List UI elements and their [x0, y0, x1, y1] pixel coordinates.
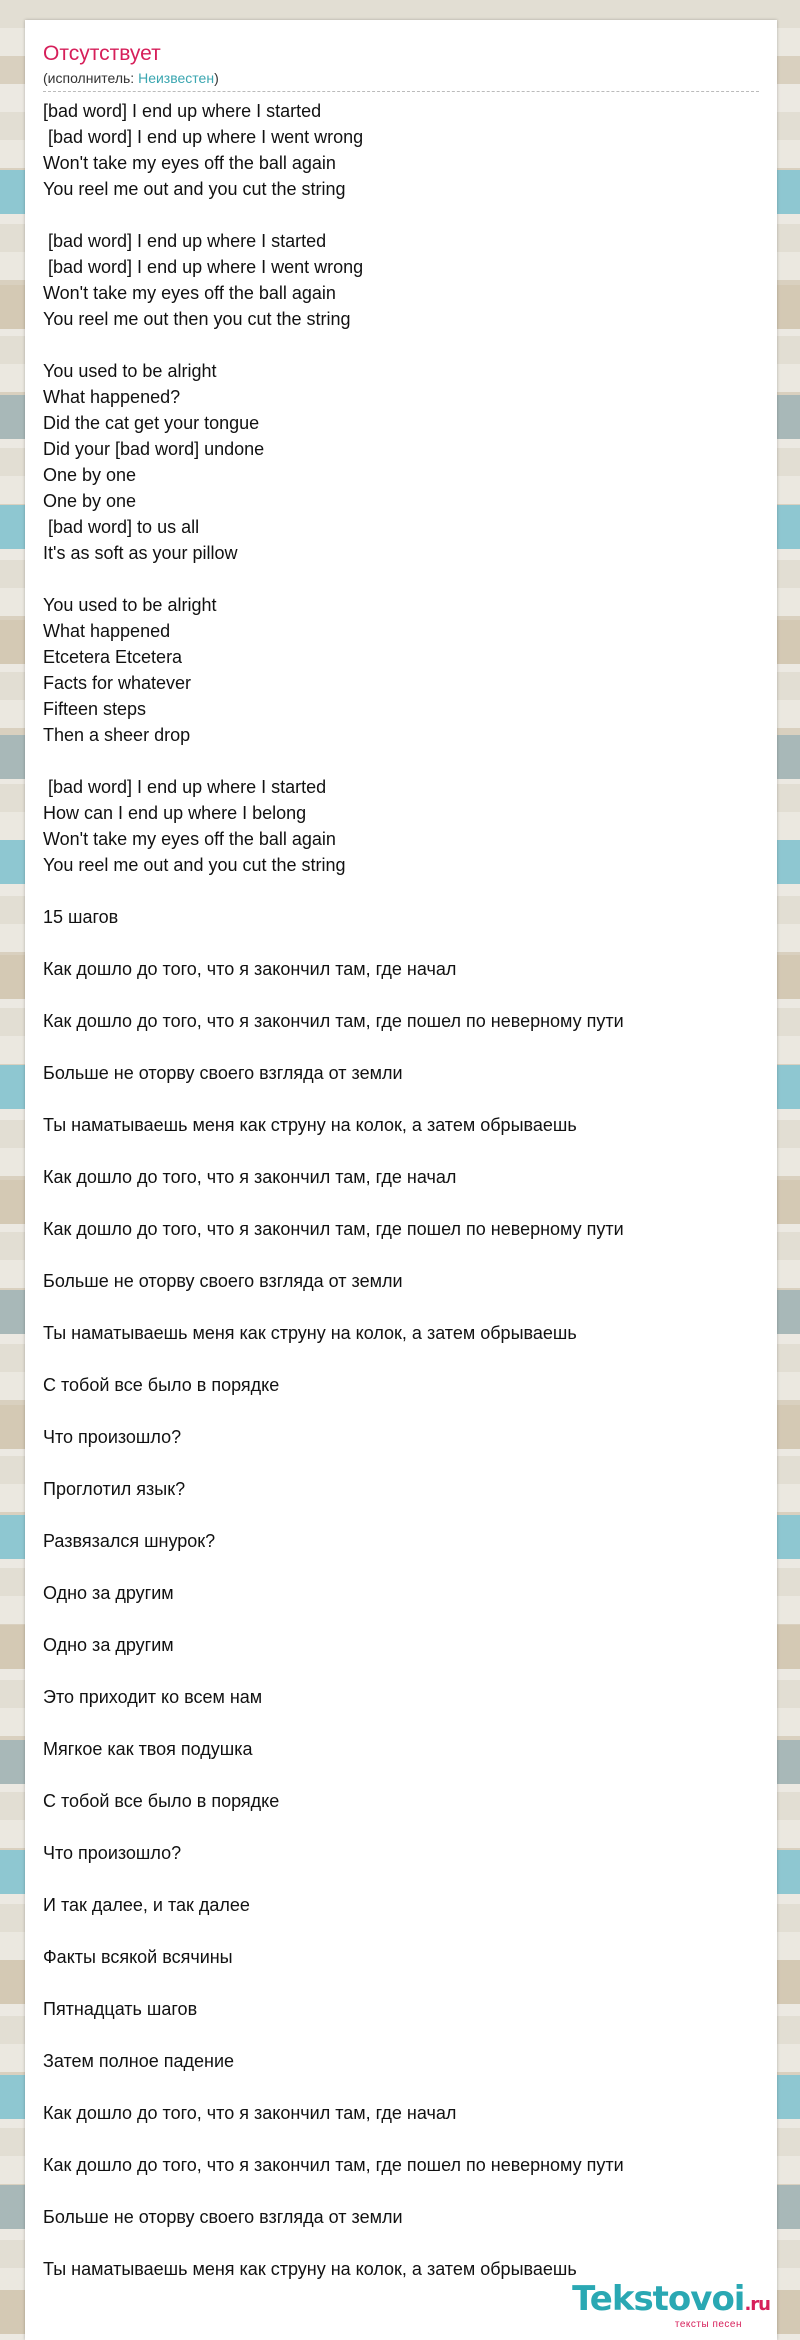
- translation-line: Одно за другим: [43, 1635, 174, 1655]
- logo-tld: .ru: [744, 2294, 770, 2315]
- translation-line: Одно за другим: [43, 1583, 174, 1603]
- lyric-line: [bad word] I end up where I started: [43, 101, 322, 121]
- lyric-line: Facts for whatever: [43, 673, 192, 693]
- lyric-line: It's as soft as your pillow: [43, 543, 238, 563]
- artist-line: [43, 69, 759, 87]
- translation-gap: [43, 1294, 759, 1320]
- lyric-line: You reel me out and you cut the string: [43, 179, 346, 199]
- lyrics-card: [25, 20, 777, 2340]
- lyric-line: You reel me out and you cut the string: [43, 855, 346, 875]
- translation-line: Ты наматываешь меня как струну на колок, а затем обрываешь: [43, 2259, 577, 2279]
- translation-gap: [43, 1970, 759, 1996]
- lyric-line: Fifteen steps: [43, 699, 147, 719]
- logo-text: [572, 2281, 770, 2323]
- song-title: Отсутствует: [43, 42, 161, 65]
- translation-gap: [43, 1502, 759, 1528]
- translation-line: Развязался шнурок?: [43, 1531, 216, 1551]
- lyric-line: Did your [bad word] undone: [43, 439, 265, 459]
- translation-gap: [43, 2230, 759, 2256]
- translation-gap: [43, 1242, 759, 1268]
- translation-line: Как дошло до того, что я закончил там, где начал: [43, 1167, 457, 1187]
- artist-suffix: ): [214, 70, 219, 86]
- lyric-line: [bad word] I end up where I started: [43, 777, 327, 797]
- translation-line: Как дошло до того, что я закончил там, где пошел по неверному пути: [43, 1219, 624, 1239]
- stanza-gap: [43, 332, 759, 358]
- logo-tagline: тексты песен: [674, 2319, 742, 2330]
- translation-line: И так далее, и так далее: [43, 1895, 250, 1915]
- lyric-line: You reel me out then you cut the string: [43, 309, 351, 329]
- translation-line: Как дошло до того, что я закончил там, где начал: [43, 959, 457, 979]
- lyric-line: [bad word] I end up where I went wrong: [43, 127, 364, 147]
- lyric-line: Won't take my eyes off the ball again: [43, 829, 336, 849]
- logo-main-text: Tekstovoi: [572, 2279, 745, 2319]
- lyric-line: Won't take my eyes off the ball again: [43, 153, 336, 173]
- translation-line: Что произошло?: [43, 1843, 182, 1863]
- translation-line: С тобой все было в порядке: [43, 1791, 280, 1811]
- translation-gap: [43, 1138, 759, 1164]
- translation-line: Это приходит ко всем нам: [43, 1687, 263, 1707]
- translation-line: Ты наматываешь меня как струну на колок, а затем обрываешь: [43, 1323, 577, 1343]
- lyric-line: What happened: [43, 621, 171, 641]
- lyric-line: Did the cat get your tongue: [43, 413, 260, 433]
- translation-gap: [43, 1450, 759, 1476]
- lyric-line: [bad word] I end up where I went wrong: [43, 257, 364, 277]
- translation-line: Мягкое как твоя подушка: [43, 1739, 253, 1759]
- lyric-line: What happened?: [43, 387, 181, 407]
- lyric-line: You used to be alright: [43, 595, 217, 615]
- lyric-line: [bad word] to us all: [43, 517, 200, 537]
- song-header: [25, 20, 777, 87]
- translation-gap: [43, 982, 759, 1008]
- translation-gap: [43, 1606, 759, 1632]
- translation-gap: [43, 1866, 759, 1892]
- artist-link[interactable]: Неизвестен: [138, 70, 215, 86]
- translation-gap: [43, 1658, 759, 1684]
- lyric-line: Etcetera Etcetera: [43, 647, 183, 667]
- translation-line: Проглотил язык?: [43, 1479, 186, 1499]
- lyrics-body: [25, 92, 777, 2282]
- stanza-gap: [43, 566, 759, 592]
- translation-gap: [43, 1918, 759, 1944]
- translation-line: Как дошло до того, что я закончил там, где пошел по неверному пути: [43, 1011, 624, 1031]
- translation-gap: [43, 1086, 759, 1112]
- translation-line: Пятнадцать шагов: [43, 1999, 198, 2019]
- translation-gap: [43, 2074, 759, 2100]
- stanza-gap: [43, 878, 759, 904]
- artist-prefix: (исполнитель:: [43, 70, 139, 86]
- lyrics-translation: [43, 904, 759, 2282]
- stanza-gap: [43, 202, 759, 228]
- translation-line: Как дошло до того, что я закончил там, где начал: [43, 2103, 457, 2123]
- translation-line: Больше не оторву своего взгляда от земли: [43, 1271, 403, 1291]
- translation-line: Больше не оторву своего взгляда от земли: [43, 1063, 403, 1083]
- lyric-line: Won't take my eyes off the ball again: [43, 283, 336, 303]
- translation-gap: [43, 1762, 759, 1788]
- translation-gap: [43, 1034, 759, 1060]
- lyric-line: You used to be alright: [43, 361, 217, 381]
- lyric-line: [bad word] I end up where I started: [43, 231, 327, 251]
- translation-gap: [43, 1398, 759, 1424]
- translation-gap: [43, 2126, 759, 2152]
- lyric-line: One by one: [43, 465, 137, 485]
- translation-gap: [43, 2022, 759, 2048]
- lyric-line: Then a sheer drop: [43, 725, 191, 745]
- translation-gap: [43, 930, 759, 956]
- translation-gap: [43, 1554, 759, 1580]
- translation-line: Ты наматываешь меня как струну на колок, а затем обрываешь: [43, 1115, 577, 1135]
- translation-gap: [43, 1346, 759, 1372]
- site-logo[interactable]: [572, 2281, 770, 2330]
- translation-gap: [43, 1710, 759, 1736]
- translation-gap: [43, 2178, 759, 2204]
- translation-gap: [43, 1190, 759, 1216]
- lyric-line: How can I end up where I belong: [43, 803, 307, 823]
- translation-line: Больше не оторву своего взгляда от земли: [43, 2207, 403, 2227]
- stanza-gap: [43, 748, 759, 774]
- lyric-line: One by one: [43, 491, 137, 511]
- translation-line: Затем полное падение: [43, 2051, 235, 2071]
- translation-line: С тобой все было в порядке: [43, 1375, 280, 1395]
- translation-line: Как дошло до того, что я закончил там, где пошел по неверному пути: [43, 2155, 624, 2175]
- lyrics-original: [43, 98, 759, 904]
- translation-line: Что произошло?: [43, 1427, 182, 1447]
- translation-line: Факты всякой всячины: [43, 1947, 233, 1967]
- translation-gap: [43, 1814, 759, 1840]
- translation-line: 15 шагов: [43, 907, 119, 927]
